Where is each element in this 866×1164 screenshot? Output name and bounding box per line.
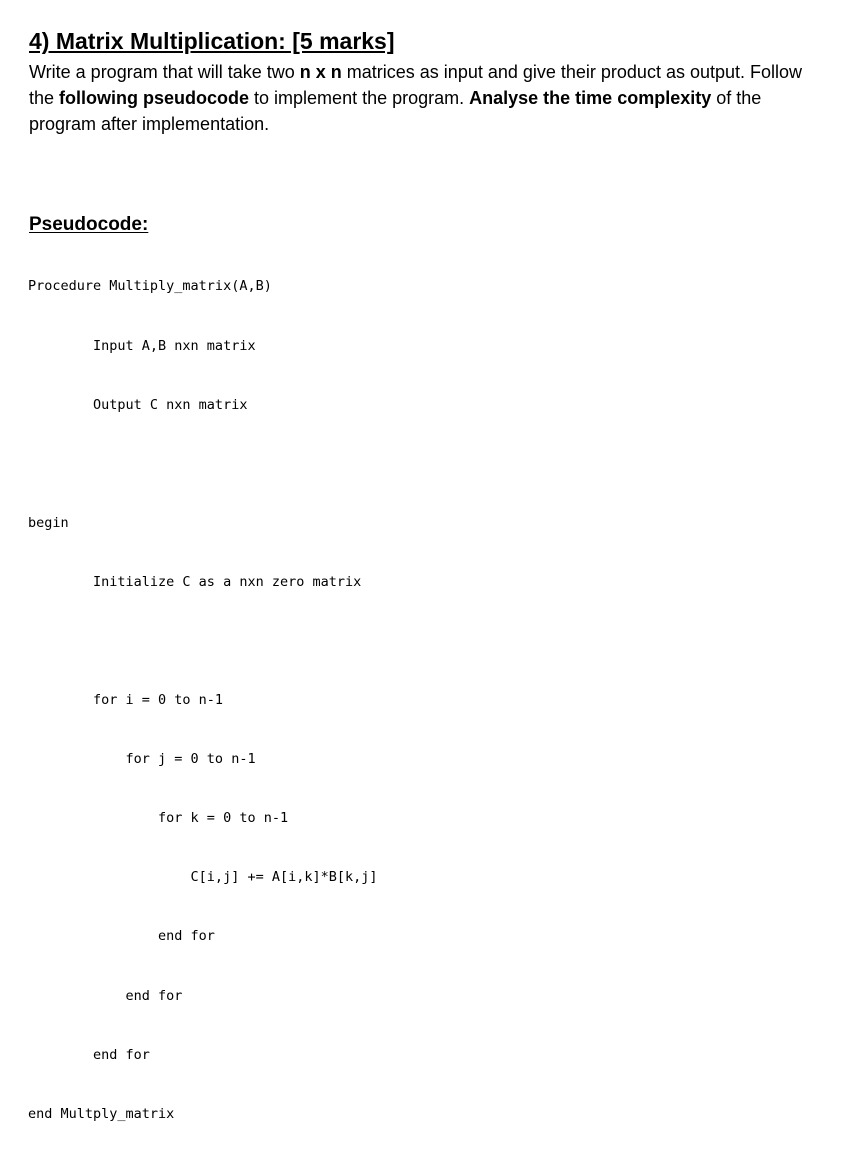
code-line: begin xyxy=(28,514,69,531)
code-line: for j = 0 to n-1 xyxy=(28,751,256,768)
code-line: Procedure Multiply_matrix(A,B) xyxy=(28,278,272,295)
question-instructions xyxy=(29,59,829,137)
code-line: Initialize C as a nxn zero matrix xyxy=(28,573,362,590)
intro-text-1: Write a program that will take two xyxy=(29,62,300,82)
code-line: end for xyxy=(28,987,183,1004)
code-line: Output C nxn matrix xyxy=(28,396,248,413)
pseudocode-block xyxy=(28,238,378,1164)
code-line: end Multply_matrix xyxy=(28,1105,175,1122)
intro-bold-time-complexity: Analyse the time complexity xyxy=(469,88,712,108)
code-line xyxy=(28,455,378,475)
intro-text-3: to implement the program. xyxy=(249,88,470,108)
intro-text-4: of the program after implementation. xyxy=(29,88,762,134)
pseudocode-heading: Pseudocode: xyxy=(29,214,149,235)
code-line xyxy=(28,632,378,652)
code-line: for i = 0 to n-1 xyxy=(28,692,224,709)
code-line: C[i,j] += A[i,k]*B[k,j] xyxy=(28,869,378,886)
code-line: Input A,B nxn matrix xyxy=(28,337,256,354)
question-title: 4) Matrix Multiplication: [5 marks] xyxy=(29,28,395,54)
intro-bold-pseudocode: following pseudocode xyxy=(59,88,250,108)
intro-bold-matrix-size: n x n xyxy=(299,62,342,82)
intro-text-2: matrices as input and give their product as output. Follow the xyxy=(29,62,803,108)
code-line: end for xyxy=(28,1046,150,1063)
code-line: end for xyxy=(28,928,215,945)
code-line: for k = 0 to n-1 xyxy=(28,810,289,827)
